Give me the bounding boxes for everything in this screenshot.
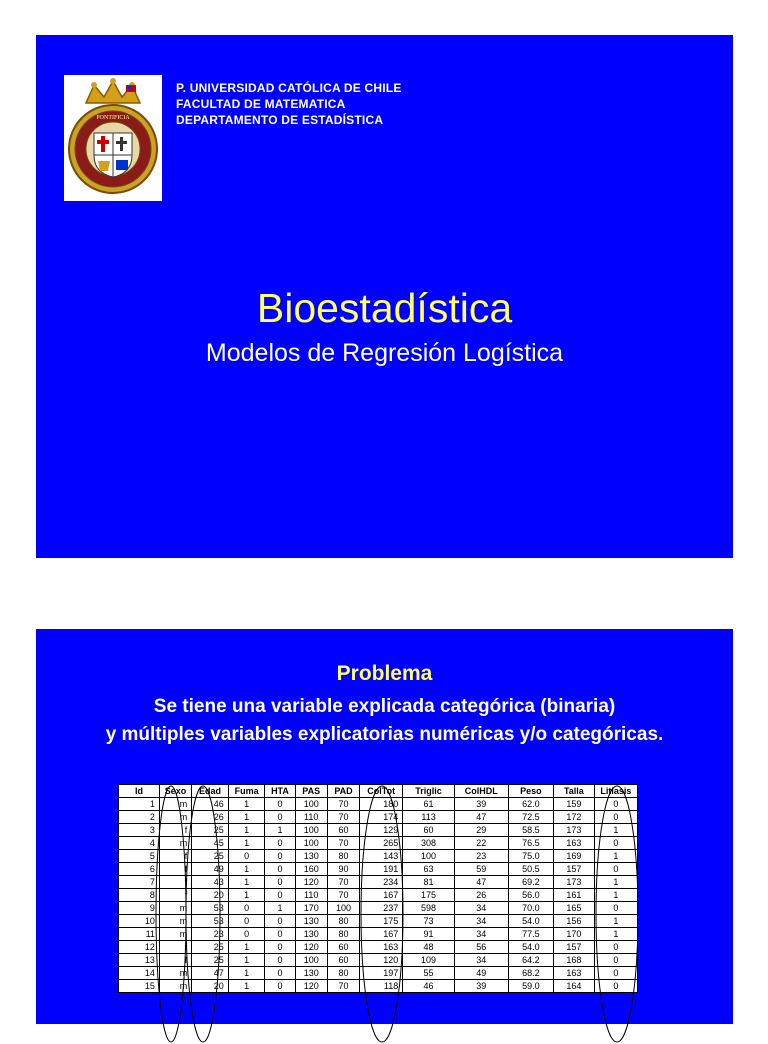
table-cell: 1 [594,850,637,863]
table-cell: 59 [454,863,508,876]
table-row [119,941,638,954]
institution-line-university: P. UNIVERSIDAD CATÓLICA DE CHILE [176,81,402,95]
table-cell: 163 [553,837,594,850]
table-cell: 23 [454,850,508,863]
table-cell: m [159,902,191,915]
table-cell: 197 [360,967,403,980]
table-cell: f [159,941,191,954]
table-cell: 160 [295,863,327,876]
table-cell: 0 [594,798,637,811]
table-cell: 1 [228,798,265,811]
table-cell: 46 [403,980,455,993]
table-cell: 109 [403,954,455,967]
problem-title: Problema [336,662,433,685]
table-cell: 22 [454,837,508,850]
table-cell: m [159,811,191,824]
table-cell: 50.5 [508,863,553,876]
table-cell: 53 [192,915,229,928]
table-cell: 75.0 [508,850,553,863]
table-cell: 54.0 [508,941,553,954]
table-cell: 5 [119,850,160,863]
table-cell: 56.0 [508,889,553,902]
data-table-wrapper [118,784,638,993]
table-cell: 60 [327,954,359,967]
table-cell: 15 [119,980,160,993]
table-cell: 170 [553,928,594,941]
table-cell: 0 [265,889,295,902]
table-cell: m [159,967,191,980]
table-cell: 0 [228,902,265,915]
table-cell: 20 [192,980,229,993]
table-cell: 47 [192,967,229,980]
table-cell: 0 [228,928,265,941]
table-cell: 0 [265,850,295,863]
table-cell: 59.0 [508,980,553,993]
table-cell: 1 [228,811,265,824]
table-cell: 167 [360,889,403,902]
table-cell: 73 [403,915,455,928]
table-cell: 2 [119,811,160,824]
table-cell: 173 [553,824,594,837]
table-cell: 169 [553,850,594,863]
table-header-cell: Sexo [159,785,191,798]
table-cell: f [159,824,191,837]
table-cell: 265 [360,837,403,850]
table-cell: 34 [454,915,508,928]
table-header-cell: PAS [295,785,327,798]
table-cell: 0 [265,928,295,941]
table-cell: 0 [265,811,295,824]
table-cell: 6 [119,863,160,876]
table-cell: 48 [403,941,455,954]
svg-text:PONTIFICIA: PONTIFICIA [96,115,130,121]
table-cell: 70 [327,798,359,811]
table-cell: 1 [228,954,265,967]
table-header-cell: PAD [327,785,359,798]
table-cell: 0 [594,863,637,876]
table-cell: 70 [327,811,359,824]
table-cell: 20 [192,889,229,902]
table-cell: 308 [403,837,455,850]
table-cell: 173 [553,876,594,889]
table-cell: 1 [594,824,637,837]
table-cell: f [159,876,191,889]
table-cell: 1 [594,915,637,928]
table-cell: 170 [295,902,327,915]
table-cell: 76.5 [508,837,553,850]
table-cell: 69.2 [508,876,553,889]
table-cell: 0 [265,837,295,850]
table-cell: 0 [594,967,637,980]
table-cell: 7 [119,876,160,889]
table-cell: 157 [553,941,594,954]
table-cell: 11 [119,928,160,941]
table-header-cell: Litiasis [594,785,637,798]
table-cell: 80 [327,915,359,928]
table-cell: 62.0 [508,798,553,811]
table-row [119,863,638,876]
title-slide [36,35,733,558]
table-cell: 46 [192,798,229,811]
table-cell: 191 [360,863,403,876]
table-cell: 167 [360,928,403,941]
table-cell: 55 [403,967,455,980]
institution-block [176,80,402,128]
table-cell: 80 [327,928,359,941]
table-row [119,837,638,850]
table-cell: 45 [192,837,229,850]
table-cell: 25 [192,941,229,954]
problem-slide [36,629,733,1024]
data-table [118,784,638,993]
table-cell: 110 [295,889,327,902]
table-cell: 120 [360,954,403,967]
table-cell: 70.0 [508,902,553,915]
table-cell: 0 [265,967,295,980]
table-cell: 120 [295,941,327,954]
table-cell: 29 [454,824,508,837]
table-cell: 47 [454,811,508,824]
table-cell: 12 [119,941,160,954]
table-row [119,889,638,902]
table-cell: 70 [327,876,359,889]
table-cell: 110 [295,811,327,824]
table-cell: 25 [192,954,229,967]
table-cell: 168 [553,954,594,967]
table-cell: 53 [192,902,229,915]
table-row [119,902,638,915]
table-cell: 0 [594,980,637,993]
table-cell: 34 [454,928,508,941]
table-cell: 164 [553,980,594,993]
table-cell: 1 [265,824,295,837]
table-header-cell: ColTot [360,785,403,798]
table-cell: 598 [403,902,455,915]
table-cell: 100 [295,798,327,811]
table-cell: 175 [360,915,403,928]
slide-subtitle: Modelos de Regresión Logística [205,339,564,367]
table-cell: 34 [454,954,508,967]
table-cell: 0 [228,850,265,863]
table-header-cell: Peso [508,785,553,798]
table-cell: 0 [265,798,295,811]
table-cell: f [159,889,191,902]
table-cell: 77.5 [508,928,553,941]
table-cell: 81 [403,876,455,889]
table-cell: 174 [360,811,403,824]
table-cell: 130 [295,850,327,863]
table-cell: 130 [295,928,327,941]
table-row [119,967,638,980]
table-row [119,928,638,941]
table-cell: 175 [403,889,455,902]
table-cell: 4 [119,837,160,850]
table-cell: 1 [119,798,160,811]
table-cell: 60 [327,941,359,954]
table-cell: 10 [119,915,160,928]
table-cell: 8 [119,889,160,902]
table-cell: 1 [594,928,637,941]
table-header-cell: Talla [553,785,594,798]
table-cell: 64.2 [508,954,553,967]
table-header-cell: HTA [265,785,295,798]
table-header-row [119,785,638,798]
table-row [119,824,638,837]
table-cell: 120 [295,980,327,993]
table-cell: 100 [295,954,327,967]
table-cell: m [159,837,191,850]
table-cell: 54.0 [508,915,553,928]
table-cell: 165 [553,902,594,915]
table-cell: 14 [119,967,160,980]
problem-line-1: Se tiene una variable explicada categórica (binaria) [153,696,616,717]
table-cell: 43 [192,876,229,889]
problem-line-2: y múltiples variables explicatorias numéricas y/o categóricas. [105,724,664,745]
table-cell: 39 [454,980,508,993]
table-cell: 113 [403,811,455,824]
table-cell: 25 [192,824,229,837]
table-cell: 61 [403,798,455,811]
table-cell: 1 [265,902,295,915]
table-cell: 60 [403,824,455,837]
table-cell: m [159,915,191,928]
table-cell: 13 [119,954,160,967]
table-cell: 1 [228,889,265,902]
table-cell: m [159,798,191,811]
table-cell: 161 [553,889,594,902]
table-cell: 0 [594,941,637,954]
table-cell: 120 [295,876,327,889]
table-cell: 163 [360,941,403,954]
table-cell: 25 [192,850,229,863]
table-cell: 72.5 [508,811,553,824]
table-cell: 143 [360,850,403,863]
table-row [119,915,638,928]
table-cell: 1 [228,837,265,850]
table-cell: 63 [403,863,455,876]
table-cell: 0 [265,954,295,967]
table-cell: 0 [594,954,637,967]
table-cell: 1 [228,941,265,954]
university-crest-icon [64,75,162,201]
table-cell: 130 [295,967,327,980]
table-cell: 56 [454,941,508,954]
table-row [119,811,638,824]
table-cell: 159 [553,798,594,811]
table-cell: 26 [192,811,229,824]
table-cell: m [159,928,191,941]
table-header-cell: Triglic [403,785,455,798]
table-cell: 100 [295,824,327,837]
table-cell: 163 [553,967,594,980]
table-cell: 1 [228,980,265,993]
table-cell: 9 [119,902,160,915]
table-cell: 237 [360,902,403,915]
table-cell: 80 [327,967,359,980]
table-cell: 100 [403,850,455,863]
table-cell: 49 [454,967,508,980]
table-cell: 1 [228,863,265,876]
table-header-cell: Id [119,785,160,798]
table-row [119,980,638,993]
table-cell: 26 [454,889,508,902]
table-cell: 39 [454,798,508,811]
table-cell: 3 [119,824,160,837]
table-cell: 70 [327,980,359,993]
table-cell: 180 [360,798,403,811]
table-row [119,954,638,967]
table-row [119,876,638,889]
table-header-cell: ColHDL [454,785,508,798]
table-cell: 91 [403,928,455,941]
table-cell: 157 [553,863,594,876]
table-cell: 118 [360,980,403,993]
table-cell: 0 [594,811,637,824]
institution-line-faculty: FACULTAD DE MATEMATICA [176,97,346,111]
table-cell: f [159,954,191,967]
table-cell: 23 [192,928,229,941]
table-cell: 0 [265,863,295,876]
table-cell: 0 [265,941,295,954]
table-cell: 0 [265,915,295,928]
table-cell: 1 [228,824,265,837]
table-cell: 129 [360,824,403,837]
table-cell: 1 [228,967,265,980]
slide-title: Bioestadística [256,285,513,331]
table-cell: 0 [594,837,637,850]
table-cell: 130 [295,915,327,928]
table-cell: 156 [553,915,594,928]
table-row [119,850,638,863]
table-cell: 90 [327,863,359,876]
table-row [119,798,638,811]
table-cell: 0 [228,915,265,928]
table-cell: 80 [327,850,359,863]
institution-line-department: DEPARTAMENTO DE ESTADÍSTICA [176,113,384,127]
table-cell: 68.2 [508,967,553,980]
table-cell: f [159,863,191,876]
table-cell: 0 [594,902,637,915]
table-cell: 49 [192,863,229,876]
table-header-cell: Edad [192,785,229,798]
table-cell: 58.5 [508,824,553,837]
table-cell: 234 [360,876,403,889]
table-cell: 60 [327,824,359,837]
table-cell: 70 [327,889,359,902]
table-header-cell: Fuma [228,785,265,798]
table-cell: 47 [454,876,508,889]
table-cell: 100 [295,837,327,850]
table-cell: 70 [327,837,359,850]
table-cell: 1 [594,889,637,902]
table-cell: 1 [594,876,637,889]
table-cell: 0 [265,980,295,993]
table-cell: 34 [454,902,508,915]
table-cell: 100 [327,902,359,915]
table-cell: 1 [228,876,265,889]
table-cell: 0 [265,876,295,889]
table-cell: m [159,980,191,993]
table-cell: 172 [553,811,594,824]
table-cell: f [159,850,191,863]
